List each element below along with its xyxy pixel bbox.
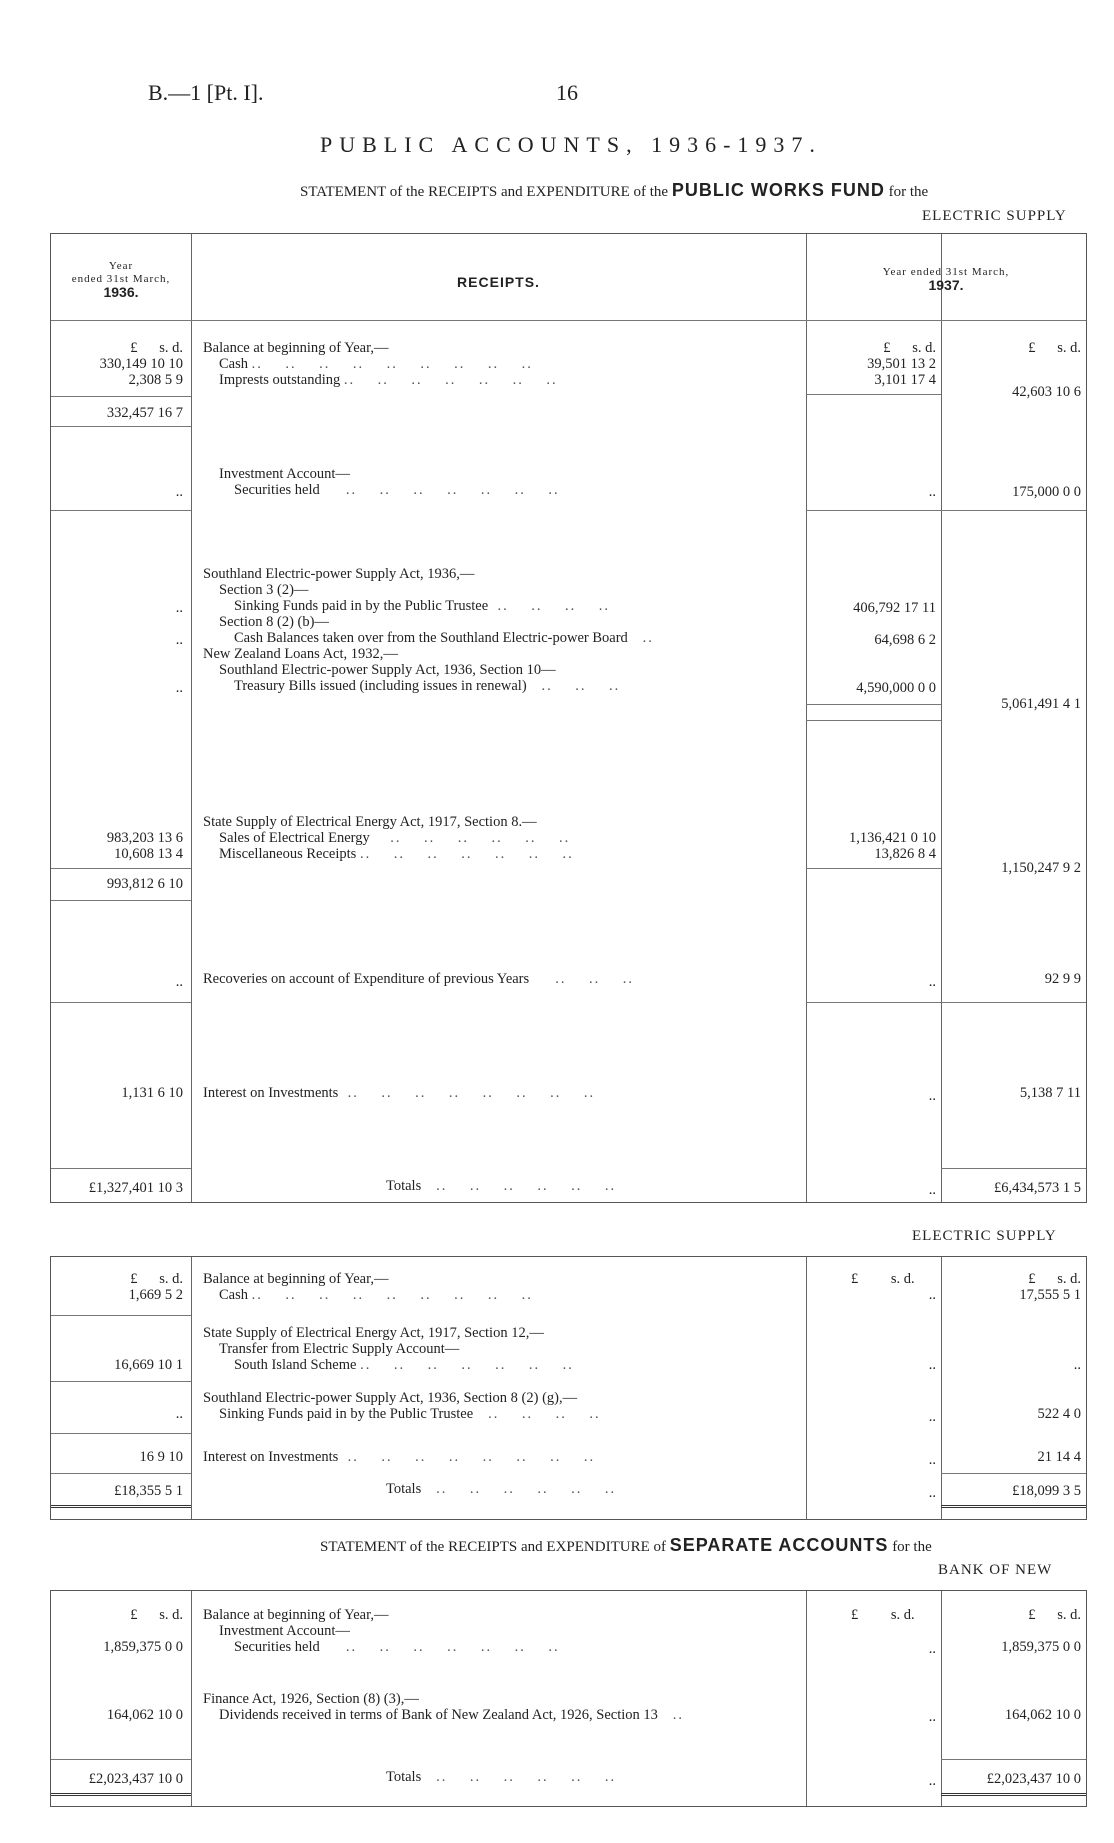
- southland-cur-2: 64,698 6 2: [874, 632, 936, 648]
- southland-total: 5,061,491 4 1: [1001, 696, 1081, 712]
- t2-cur-units: £ s. d.: [851, 1271, 915, 1287]
- t3-finance-prev: 164,062 10 0: [106, 1707, 183, 1723]
- interest-prev: 1,131 6 10: [121, 1085, 183, 1101]
- t2-state-line-1: State Supply of Electrical Energy Act, 1917, Section 12,—: [203, 1325, 544, 1341]
- t3-finance-cur: ..: [928, 1709, 936, 1725]
- t2-southland-cur: ..: [928, 1409, 936, 1425]
- t2-southland-line-2: Sinking Funds paid in by the Public Trustee .. .. .. ..: [219, 1406, 601, 1422]
- t3-finance-item: Dividends received in terms of Bank of New Zealand Act, 1926, Section 13 ..: [219, 1707, 685, 1723]
- cash-cur: 39,501 13 2: [867, 356, 936, 372]
- t2-cash-prev: 1,669 5 2: [128, 1287, 183, 1303]
- t3-securities-label: Securities held .. .. .. .. .. .. ..: [234, 1639, 560, 1655]
- statement2-prefix: STATEMENT of the RECEIPTS and EXPENDITURE of: [320, 1539, 666, 1555]
- securities-cur: ..: [928, 484, 936, 500]
- cash-prev: 330,149 10 10: [99, 356, 183, 372]
- t3-prev-units: £ s. d.: [130, 1607, 183, 1623]
- totals-label: Totals .. .. .. .. .. ..: [386, 1178, 617, 1194]
- statement-prefix: STATEMENT of the RECEIPTS and EXPENDITURE of the: [300, 184, 669, 200]
- t3-totals-prev: £2,023,437 10 0: [88, 1771, 183, 1787]
- statement-heading: [300, 180, 928, 201]
- sales-label: Sales of Electrical Energy .. .. .. .. .. ..: [219, 830, 571, 846]
- t2-total-units: £ s. d.: [1028, 1271, 1081, 1287]
- southland-line-3: Sinking Funds paid in by the Public Trustee .. .. .. ..: [234, 598, 610, 614]
- t3-totals-cur: ..: [928, 1773, 936, 1789]
- t2-totals-prev: £18,355 5 1: [114, 1483, 183, 1499]
- t2-cash-total: 17,555 5 1: [1019, 1287, 1081, 1303]
- recoveries-total: 92 9 9: [1044, 971, 1081, 987]
- t3-finance-heading: Finance Act, 1926, Section (8) (3),—: [203, 1691, 419, 1707]
- recoveries-prev: ..: [175, 974, 183, 990]
- t2-state-line-2: Transfer from Electric Supply Account—: [219, 1341, 460, 1357]
- t3-cur-units: £ s. d.: [851, 1607, 915, 1623]
- cur-currency-units: £ s. d.: [883, 340, 936, 356]
- imprests-cur: 3,101 17 4: [874, 372, 936, 388]
- receipts-header: RECEIPTS.: [457, 274, 540, 290]
- southland-cur-1: 406,792 17 11: [853, 600, 936, 616]
- t3-totals-total: £2,023,437 10 0: [986, 1771, 1081, 1787]
- investment-total: 175,000 0 0: [1012, 484, 1081, 500]
- t2-balance-heading: Balance at beginning of Year,—: [203, 1271, 389, 1287]
- statement2-continuation: BANK OF NEW: [938, 1562, 1053, 1578]
- imprests-prev: 2,308 5 9: [128, 372, 183, 388]
- t3-total-units: £ s. d.: [1028, 1607, 1081, 1623]
- southland-cur-3: 4,590,000 0 0: [856, 680, 936, 696]
- t2-totals-label: Totals .. .. .. .. .. ..: [386, 1481, 617, 1497]
- t3-securities-prev: 1,859,375 0 0: [103, 1639, 183, 1655]
- t2-cash-label: Cash .. .. .. .. .. .. .. .. ..: [219, 1287, 533, 1303]
- t2-interest-prev: 16 9 10: [139, 1449, 183, 1465]
- southland-prev-3: ..: [175, 680, 183, 696]
- t2-interest-cur: ..: [928, 1452, 936, 1468]
- southland-prev-1: ..: [175, 600, 183, 616]
- statement-suffix: for the: [888, 184, 929, 200]
- statement2-heading: [320, 1535, 932, 1556]
- statement2-suffix: for the: [892, 1539, 932, 1555]
- imprests-label: Imprests outstanding .. .. .. .. .. .. ..: [219, 372, 558, 388]
- prev-currency-units: £ s. d.: [130, 340, 183, 356]
- securities-label: Securities held .. .. .. .. .. .. ..: [234, 482, 560, 498]
- t2-state-prev: 16,669 10 1: [114, 1357, 183, 1373]
- southland-line-1: Southland Electric-power Supply Act, 1936,—: [203, 566, 475, 582]
- t3-investment-heading: Investment Account—: [219, 1623, 350, 1639]
- electric-supply-table: [50, 1256, 1087, 1520]
- totals-grand: £6,434,573 1 5: [994, 1180, 1081, 1196]
- t2-southland-line-1: Southland Electric-power Supply Act, 1936, Section 8 (2) (g),—: [203, 1390, 578, 1406]
- t2-state-cur: ..: [928, 1357, 936, 1373]
- interest-cur: ..: [928, 1088, 936, 1104]
- investment-heading: Investment Account—: [219, 466, 350, 482]
- state-supply-heading: State Supply of Electrical Energy Act, 1917, Section 8.—: [203, 814, 537, 830]
- t2-state-line-3: South Island Scheme .. .. .. .. .. .. ..: [234, 1357, 574, 1373]
- misc-receipts-label: Miscellaneous Receipts .. .. .. .. .. .. ..: [219, 846, 574, 862]
- total-currency-units: £ s. d.: [1028, 340, 1081, 356]
- receipts-table: [50, 233, 1087, 1203]
- t2-state-total: ..: [1073, 1357, 1081, 1373]
- t2-totals-total: £18,099 3 5: [1012, 1483, 1081, 1499]
- balance-total: 42,603 10 6: [1012, 384, 1081, 400]
- t2-interest-label: Interest on Investments .. .. .. .. .. .. .. ..: [203, 1449, 596, 1465]
- securities-prev: ..: [175, 484, 183, 500]
- current-year-header: Year ended 31st March, 1937.: [882, 266, 1010, 293]
- t3-securities-cur: ..: [928, 1641, 936, 1657]
- southland-line-2: Section 3 (2)—: [219, 582, 309, 598]
- recoveries-cur: ..: [928, 974, 936, 990]
- sales-prev: 983,203 13 6: [106, 830, 183, 846]
- t3-finance-total: 164,062 10 0: [1004, 1707, 1081, 1723]
- page-title: PUBLIC ACCOUNTS, 1936-1937.: [320, 132, 822, 157]
- recoveries-label: Recoveries on account of Expenditure of previous Years .. .. ..: [203, 971, 635, 987]
- t2-southland-prev: ..: [175, 1406, 183, 1422]
- separate-accounts-name: SEPARATE ACCOUNTS: [669, 1535, 889, 1555]
- t2-southland-total: 522 4 0: [1037, 1406, 1081, 1422]
- state-supply-total: 1,150,247 9 2: [1001, 860, 1081, 876]
- t2-interest-total: 21 14 4: [1037, 1449, 1081, 1465]
- interest-label: Interest on Investments .. .. .. .. .. .. .. ..: [203, 1085, 596, 1101]
- southland-line-7: Southland Electric-power Supply Act, 1936, Section 10—: [219, 662, 556, 678]
- t3-balance-heading: Balance at beginning of Year,—: [203, 1607, 389, 1623]
- sales-cur: 1,136,421 0 10: [849, 830, 936, 846]
- southland-prev-2: ..: [175, 632, 183, 648]
- balance-heading: Balance at beginning of Year,—: [203, 340, 389, 356]
- interest-total: 5,138 7 11: [1019, 1085, 1081, 1101]
- statement-continuation: ELECTRIC SUPPLY: [922, 208, 1067, 224]
- t2-prev-units: £ s. d.: [130, 1271, 183, 1287]
- separate-accounts-table: [50, 1590, 1087, 1807]
- southland-line-5: Cash Balances taken over from the Southland Electric-power Board ..: [234, 630, 654, 646]
- misc-prev: 10,608 13 4: [114, 846, 183, 862]
- fund-name: PUBLIC WORKS FUND: [671, 180, 885, 200]
- state-supply-prev-total: 993,812 6 10: [106, 876, 183, 892]
- t2-totals-cur: ..: [928, 1485, 936, 1501]
- southland-line-8: Treasury Bills issued (including issues in renewal) .. .. ..: [234, 678, 621, 694]
- page-number: 16: [556, 80, 578, 105]
- t3-totals-label: Totals .. .. .. .. .. ..: [386, 1769, 617, 1785]
- prev-year-header: Year ended 31st March, 1936.: [71, 260, 171, 300]
- balance-prev-total: 332,457 16 7: [106, 405, 183, 421]
- southland-line-4: Section 8 (2) (b)—: [219, 614, 329, 630]
- table2-caption: ELECTRIC SUPPLY: [912, 1228, 1057, 1244]
- document-reference: B.—1 [Pt. I].: [148, 80, 264, 105]
- southland-line-6: New Zealand Loans Act, 1932,—: [203, 646, 398, 662]
- t3-securities-total: 1,859,375 0 0: [1001, 1639, 1081, 1655]
- misc-cur: 13,826 8 4: [874, 846, 936, 862]
- totals-prev: £1,327,401 10 3: [88, 1180, 183, 1196]
- t2-cash-cur: ..: [928, 1287, 936, 1303]
- totals-cur: ..: [928, 1182, 936, 1198]
- cash-label: Cash .. .. .. .. .. .. .. .. ..: [219, 356, 533, 372]
